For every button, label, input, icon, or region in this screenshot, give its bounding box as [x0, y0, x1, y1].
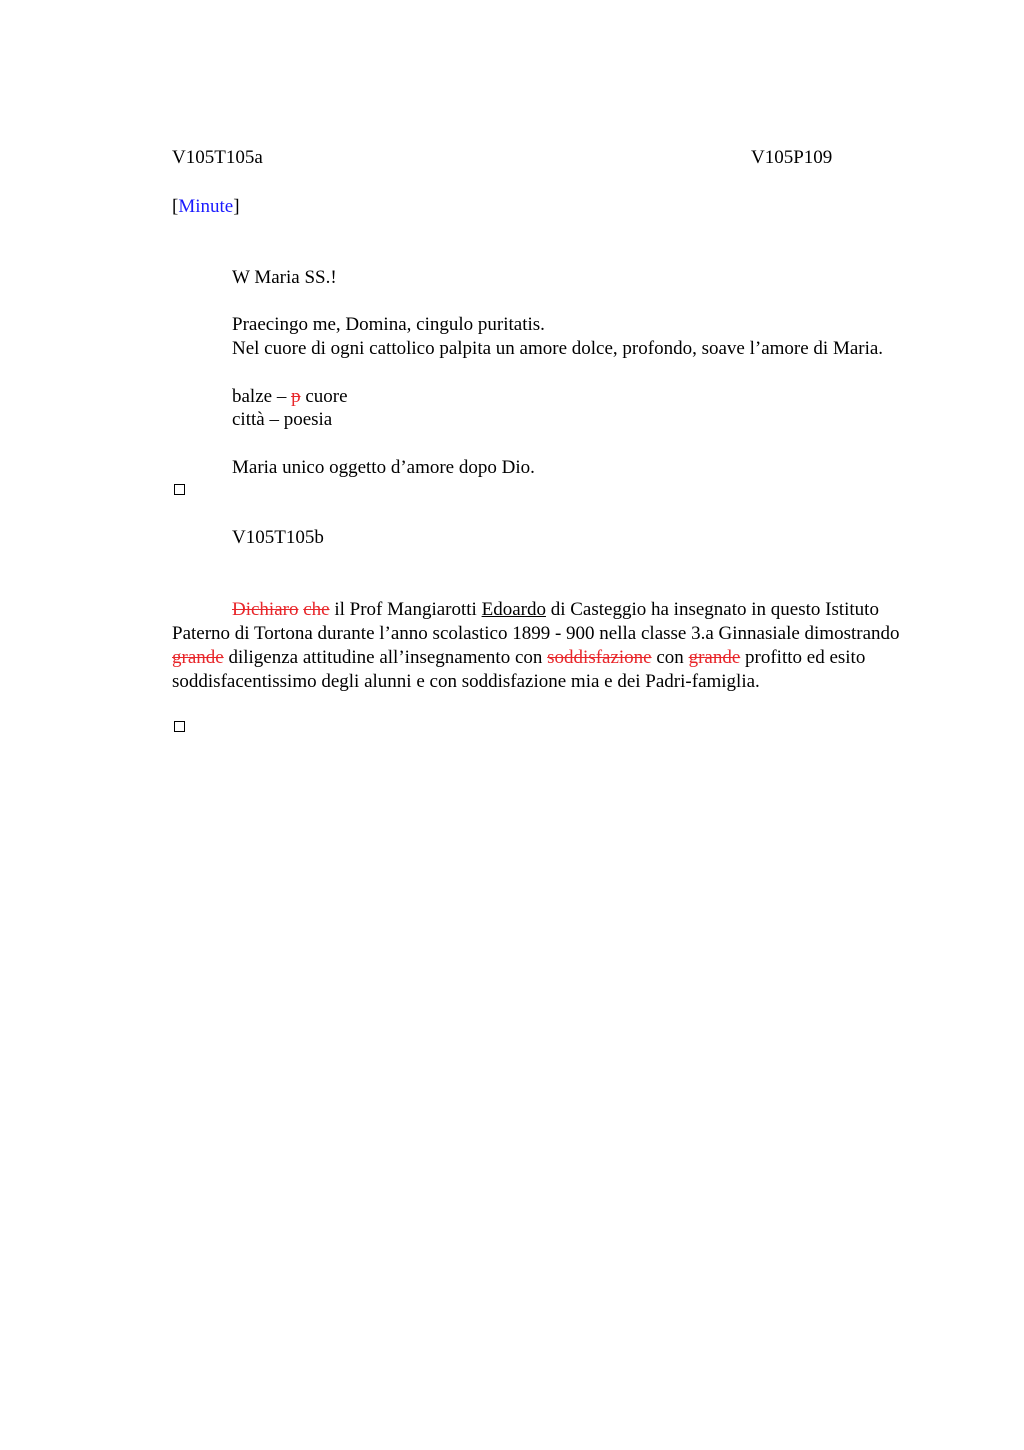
minute-link[interactable]: Minute: [178, 196, 234, 217]
deleted-text: che: [303, 599, 330, 620]
note-line-2: città – poesia: [232, 409, 333, 430]
header-right-code: V105P109: [751, 147, 833, 168]
note-line-1: balze – p cuore: [232, 386, 348, 407]
section-label: [172, 195, 240, 219]
deleted-text: grande: [688, 647, 741, 668]
second-code: V105T105b: [232, 527, 324, 548]
deleted-text: p: [291, 386, 301, 407]
invocation: W Maria SS.!: [232, 267, 337, 288]
certificate-paragraph: Dichiaro che il Prof Mangiarotti Edoardo di Casteggio ha insegnato in questo Istituto Paterno di Tortona durante l’anno scolastico 1899 - 900 nella classe 3.a Ginnasiale dimostrando grande diligenza attitudine all’insegnamento con soddisfazione con grande profitto ed esito soddisfacentissimo degli alunni e con soddisfazione mia e dei Padri-famiglia.: [172, 599, 900, 692]
deleted-text: soddisfazione: [547, 647, 652, 668]
underlined-name: Edoardo: [481, 599, 546, 620]
latin-line: Praecingo me, Domina, cingulo puritatis.: [232, 314, 545, 335]
header-left-code: V105T105a: [172, 147, 263, 168]
bracket-close: ]: [233, 196, 240, 217]
end-marker-box: [174, 721, 185, 732]
bracket-open: [: [172, 196, 179, 217]
closing-line: Maria unico oggetto d’amore dopo Dio.: [232, 457, 535, 478]
minute-paragraph: Nel cuore di ogni cattolico palpita un amore dolce, profondo, soave l’amore di Maria.: [232, 338, 884, 359]
end-marker-box: [174, 484, 185, 495]
deleted-text: grande: [172, 647, 224, 668]
deleted-text: Dichiaro: [232, 599, 299, 620]
